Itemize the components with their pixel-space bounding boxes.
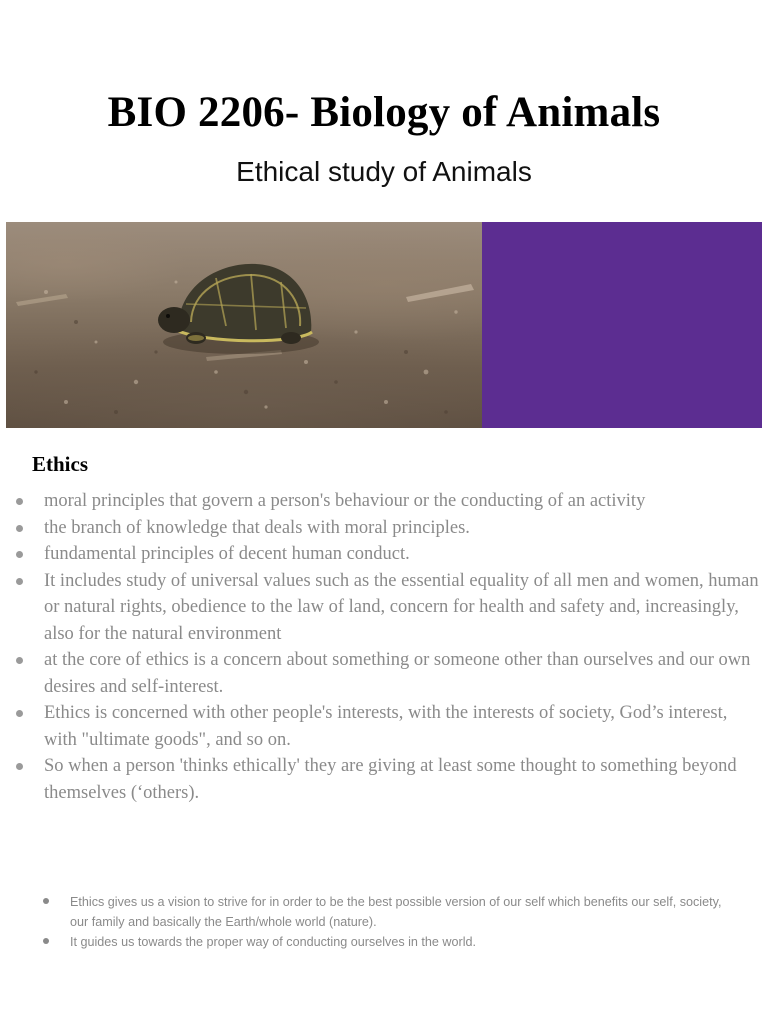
- page-title: BIO 2206- Biology of Animals: [107, 89, 661, 136]
- list-item-text: It guides us towards the proper way of conducting ourselves in the world.: [70, 935, 477, 949]
- list-item: [40, 892, 730, 932]
- bullet-icon: [16, 551, 23, 558]
- bullet-icon: [43, 938, 49, 944]
- accent-block: [482, 222, 762, 428]
- banner: [6, 222, 762, 428]
- list-item-text: It includes study of universal values such as the essential equality of all men and women, human or natural rights, obedience to the law of land, concern for health and safety and, increasingly, also for the natural environment: [44, 570, 759, 644]
- list-item-text: the branch of knowledge that deals with moral principles.: [44, 517, 470, 538]
- section-heading-ethics: Ethics: [32, 452, 89, 476]
- list-item: [14, 488, 759, 515]
- list-item: [40, 932, 730, 952]
- notes-list: [40, 892, 730, 952]
- page-subtitle: Ethical study of Animals: [236, 156, 532, 187]
- list-item-text: moral principles that govern a person's behaviour or the conducting of an activity: [44, 491, 646, 511]
- turtle-photo: [6, 222, 482, 428]
- list-item: [14, 515, 759, 542]
- list-item: [14, 700, 759, 753]
- ethics-list: [14, 488, 759, 806]
- bullet-icon: [16, 498, 23, 505]
- bullet-icon: [16, 710, 23, 717]
- bullet-icon: [16, 525, 23, 532]
- list-item: [14, 647, 759, 700]
- list-item-text: Ethics is concerned with other people's interests, with the interests of society, God’s interest, with "ultimate goods", and so on.: [44, 703, 728, 750]
- list-item-text: at the core of ethics is a concern about something or someone other than ourselves and our own desires and self-interest.: [44, 650, 751, 697]
- list-item-text: Ethics gives us a vision to strive for in order to be the best possible version of our self which benefits our self, society, our family and basically the Earth/whole world (nature).: [70, 895, 722, 929]
- bullet-icon: [43, 898, 49, 904]
- list-item: [14, 568, 759, 648]
- bullet-icon: [16, 763, 23, 770]
- list-item-text: So when a person 'thinks ethically' they are giving at least some thought to something beyond themselves (‘others).: [44, 756, 737, 803]
- list-item: [14, 541, 759, 568]
- list-item: [14, 753, 759, 806]
- bullet-icon: [16, 578, 23, 585]
- bullet-icon: [16, 657, 23, 664]
- list-item-text: fundamental principles of decent human conduct.: [44, 544, 410, 564]
